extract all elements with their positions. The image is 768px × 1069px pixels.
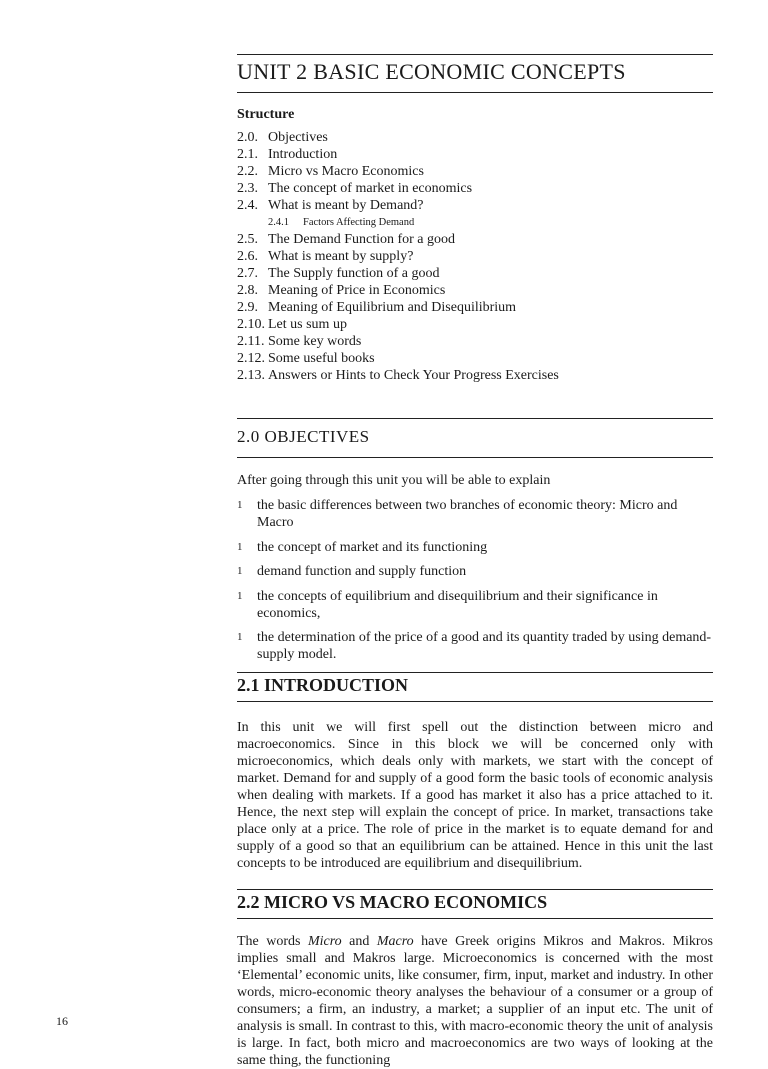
toc-item: [237, 282, 713, 299]
objective-text: the basic differences between two branches of economic theory: Micro and Macro: [257, 498, 678, 530]
toc-item: [237, 248, 713, 265]
document-page: [237, 54, 713, 1069]
toc-number: 2.10.: [237, 317, 265, 332]
toc-text: Let us sum up: [268, 317, 347, 332]
toc-number: 2.2.: [237, 164, 258, 179]
italic-term-micro: Micro: [307, 933, 342, 949]
toc-item: [237, 299, 713, 316]
toc-text: Some key words: [268, 334, 362, 349]
bullet-marker: 1: [237, 589, 243, 602]
toc-text: What is meant by supply?: [268, 249, 414, 264]
toc-text: Meaning of Price in Economics: [268, 283, 446, 298]
toc-text: The Demand Function for a good: [268, 232, 456, 247]
toc-number: 2.3.: [237, 181, 258, 196]
structure-list: [237, 129, 713, 384]
toc-text: The Supply function of a good: [268, 266, 440, 281]
toc-item: [237, 146, 713, 163]
toc-item: [237, 163, 713, 180]
objectives-heading: 2.0 OBJECTIVES: [237, 427, 370, 446]
toc-number: 2.9.: [237, 300, 258, 315]
toc-text: Meaning of Equilibrium and Disequilibrium: [268, 300, 517, 315]
toc-number: 2.12.: [237, 351, 265, 366]
objective-text: the concepts of equilibrium and disequilibrium and their significance in economics,: [257, 588, 658, 621]
toc-item: [237, 333, 713, 350]
objective-item: [237, 539, 713, 556]
toc-text: Objectives: [268, 130, 328, 145]
objective-text: the concept of market and its functioning: [257, 539, 488, 555]
toc-number: 2.5.: [237, 232, 258, 247]
toc-number: 2.8.: [237, 283, 258, 298]
page-number: 16: [56, 1014, 68, 1028]
objective-item: [237, 588, 713, 622]
toc-number: 2.7.: [237, 266, 258, 281]
toc-number: 2.0.: [237, 130, 258, 145]
structure-heading: Structure: [237, 107, 295, 122]
unit-title: UNIT 2 BASIC ECONOMIC CONCEPTS: [237, 59, 626, 84]
introduction-heading: 2.1 INTRODUCTION: [237, 674, 409, 695]
italic-term-macro: Macro: [376, 933, 414, 949]
toc-text: Micro vs Macro Economics: [268, 164, 424, 179]
toc-text: Factors Affecting Demand: [303, 217, 415, 228]
objective-text: demand function and supply function: [257, 564, 467, 579]
toc-number: 2.1.: [237, 147, 258, 162]
introduction-paragraph: In this unit we will first spell out the distinction between micro and macroeconomics. Since in this block we will be concerned only with microeconomics, which deals only with markets, we start with the concept of market. Demand for and supply of a good form the basic tools of economic analysis when dealing with markets. If a good has market it also has a price attached to it. Hence, the next step will explain the concept of price. In market, transactions take place only at a price. The role of price in the market is to equate demand for and supply of a good so that an equilibrium can be attained. Hence in this unit the last concepts to be introduced are equilibrium and disequilibrium.: [237, 719, 713, 871]
toc-text: The concept of market in economics: [268, 181, 473, 196]
paragraph-text: The words: [237, 933, 308, 949]
introduction-top-rule: [237, 672, 713, 673]
toc-item: [237, 350, 713, 367]
toc-item: [237, 265, 713, 282]
toc-item: [237, 367, 713, 384]
paragraph-text: and: [341, 933, 377, 949]
objective-item: [237, 497, 713, 531]
toc-item: [237, 180, 713, 197]
top-rule: [237, 54, 713, 55]
toc-number: 2.11.: [237, 334, 265, 349]
toc-text: Introduction: [268, 147, 338, 162]
objective-item: [237, 563, 713, 580]
objective-item: [237, 629, 713, 663]
micro-macro-top-rule: [237, 889, 713, 890]
micro-macro-bottom-rule: [237, 918, 713, 919]
toc-item: [237, 316, 713, 333]
toc-text: Some useful books: [268, 351, 375, 366]
objectives-bottom-rule: [237, 457, 713, 458]
toc-number: 2.4.: [237, 198, 258, 213]
bullet-marker: 1: [237, 499, 243, 511]
bullet-marker: 1: [237, 540, 243, 553]
toc-item: [237, 231, 713, 248]
toc-number: 2.13.: [237, 368, 265, 383]
paragraph-text: have Greek origins Mikros and Makros. Mikros implies small and Makros large. Microeconomics is concerned with the most ‘Elemental’ economic units, like consumer, firm, input, market and industry. In other words, micro-economic theory analyses the behaviour of a consumer or a group of consumers; a firm, an industry, a market; a supplier of an input etc. The unit of analysis is small. In contrast to this, with macro-economic theory the unit of analysis is large. In fact, both micro and macroeconomics are two ways of looking at the same thing, the functioning: [237, 933, 713, 1068]
objectives-list: [237, 497, 713, 663]
toc-text: Answers or Hints to Check Your Progress Exercises: [268, 368, 559, 383]
objectives-top-rule: [237, 418, 713, 419]
micro-macro-heading: 2.2 MICRO VS MACRO ECONOMICS: [237, 891, 548, 912]
objectives-intro: After going through this unit you will be able to explain: [237, 473, 551, 488]
bullet-marker: 1: [237, 565, 243, 577]
bullet-marker: 1: [237, 631, 243, 643]
toc-number: 2.4.1: [268, 217, 289, 228]
micro-macro-paragraph: [237, 933, 713, 1069]
title-rule: [237, 92, 713, 93]
toc-item: [237, 129, 713, 146]
toc-text: What is meant by Demand?: [268, 198, 424, 213]
toc-subitem: [237, 214, 713, 231]
objective-text: the determination of the price of a good and its quantity traded by using demand-supply model.: [257, 630, 712, 662]
toc-item: [237, 197, 713, 214]
toc-number: 2.6.: [237, 249, 258, 264]
introduction-bottom-rule: [237, 701, 713, 702]
